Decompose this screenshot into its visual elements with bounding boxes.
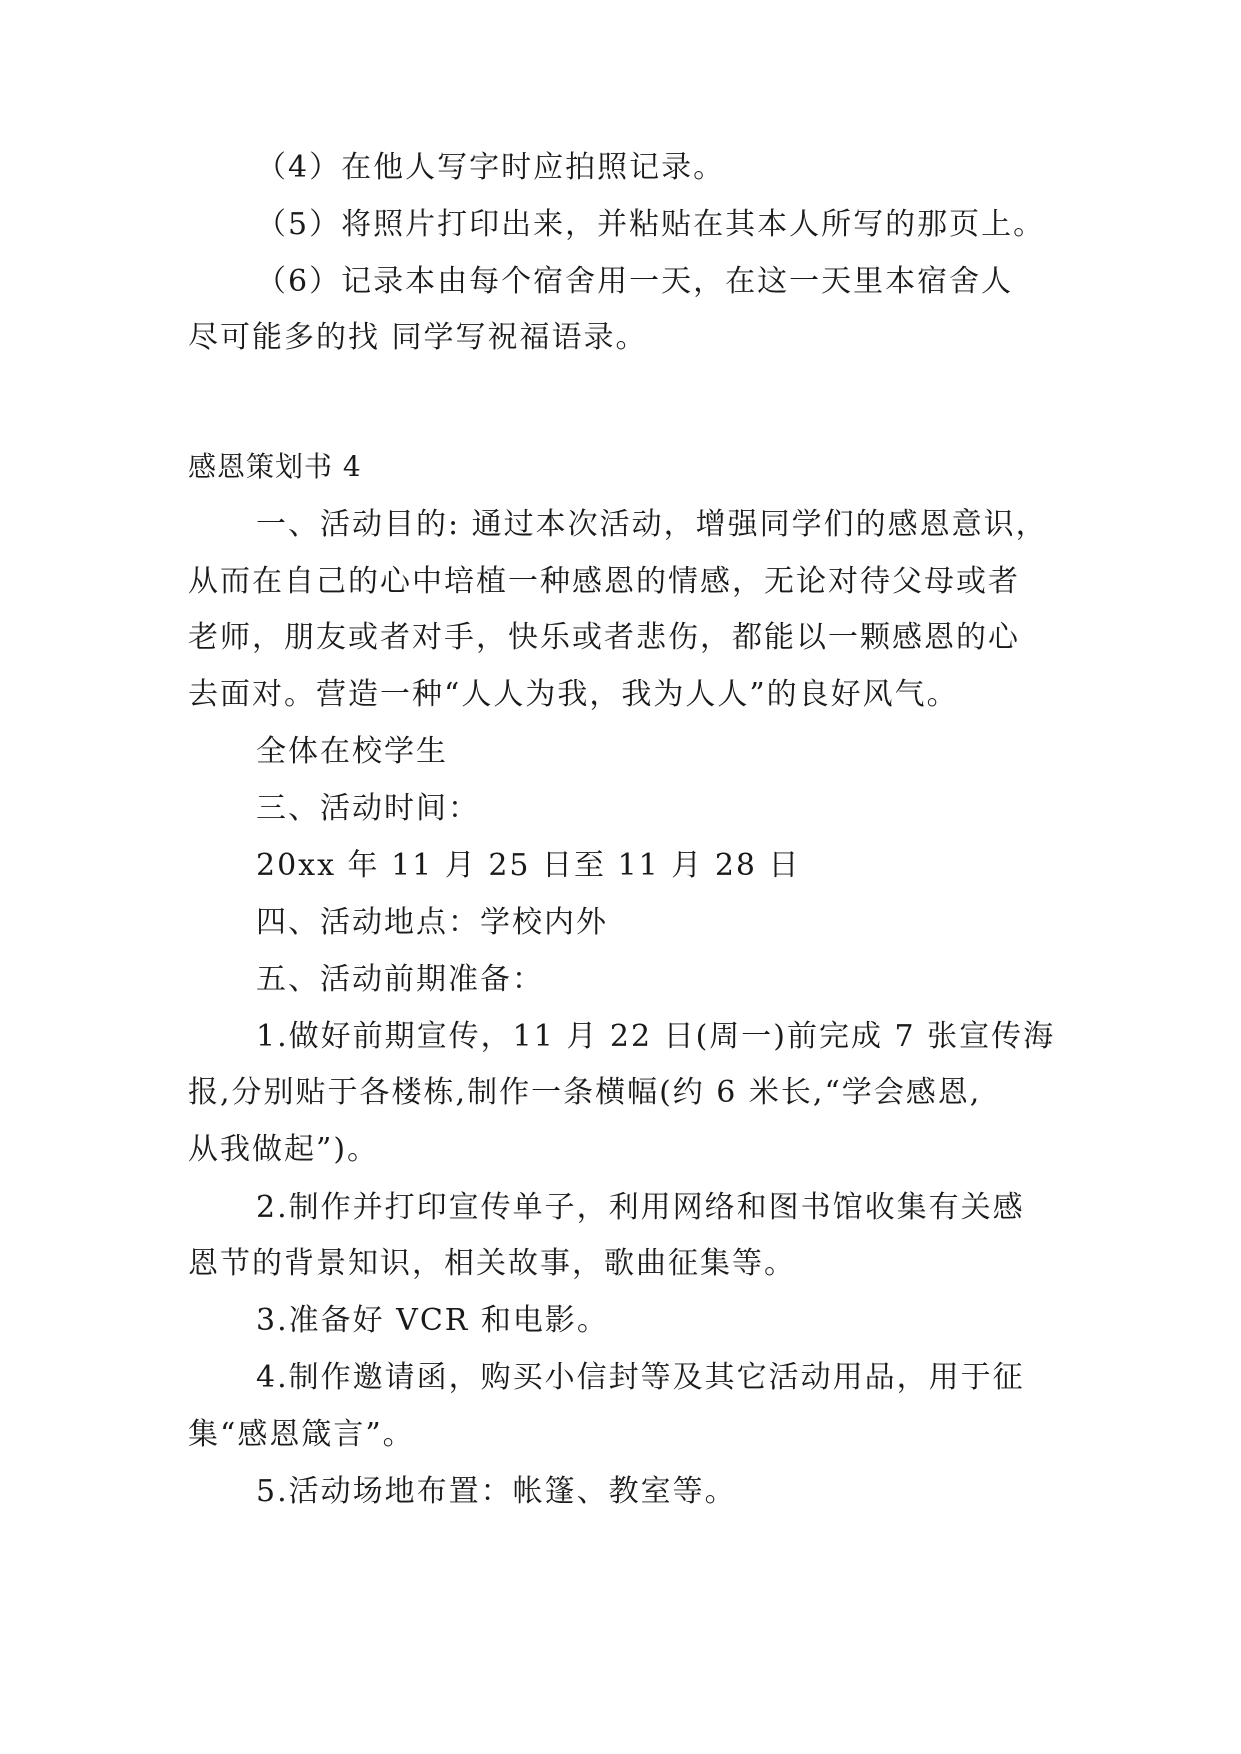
purpose-line-3: 老师，朋友或者对手，快乐或者悲伤，都能以一颗感恩的心 (188, 620, 1020, 655)
prep-item-5: 5.活动场地布置：帐篷、教室等。 (256, 1474, 737, 1509)
list-item-6-line-1: （6）记录本由每个宿舍用一天，在这一天里本宿舍人 (256, 264, 1014, 299)
prep-item-1-line-1: 1.做好前期宣传，11 月 22 日(周一)前完成 7 张宣传海 (256, 1019, 1056, 1054)
section-heading: 感恩策划书 4 (188, 450, 362, 483)
prep-item-1-line-3: 从我做起”)。 (188, 1132, 380, 1167)
list-item-4: （4）在他人写字时应拍照记录。 (256, 150, 726, 185)
prep-item-2-line-1: 2.制作并打印宣传单子，利用网络和图书馆收集有关感 (256, 1190, 1025, 1225)
time-value: 20xx 年 11 月 25 日至 11 月 28 日 (256, 848, 801, 883)
time-heading: 三、活动时间： (256, 791, 480, 826)
participants-line: 全体在校学生 (256, 734, 448, 769)
purpose-line-1: 一、活动目的: 通过本次活动，增强同学们的感恩意识， (256, 507, 1048, 542)
purpose-line-2: 从而在自己的心中培植一种感恩的情感，无论对待父母或者 (188, 564, 1020, 599)
prep-item-4-line-2: 集“感恩箴言”。 (188, 1417, 415, 1452)
preparation-heading: 五、活动前期准备： (256, 962, 544, 997)
prep-item-1-line-2: 报,分别贴于各楼栋,制作一条横幅(约 6 米长,“学会感恩, (188, 1075, 982, 1110)
list-item-5: （5）将照片打印出来，并粘贴在其本人所写的那页上。 (256, 207, 1046, 242)
prep-item-4-line-1: 4.制作邀请函，购买小信封等及其它活动用品，用于征 (256, 1360, 1025, 1395)
list-item-6-line-2: 尽可能多的找 同学写祝福语录。 (188, 320, 648, 355)
location-line: 四、活动地点：学校内外 (256, 905, 608, 940)
purpose-line-4: 去面对。营造一种“人人为我，我为人人”的良好风气。 (188, 677, 959, 712)
prep-item-2-line-2: 恩节的背景知识，相关故事，歌曲征集等。 (188, 1246, 796, 1281)
prep-item-3: 3.准备好 VCR 和电影。 (256, 1303, 609, 1338)
